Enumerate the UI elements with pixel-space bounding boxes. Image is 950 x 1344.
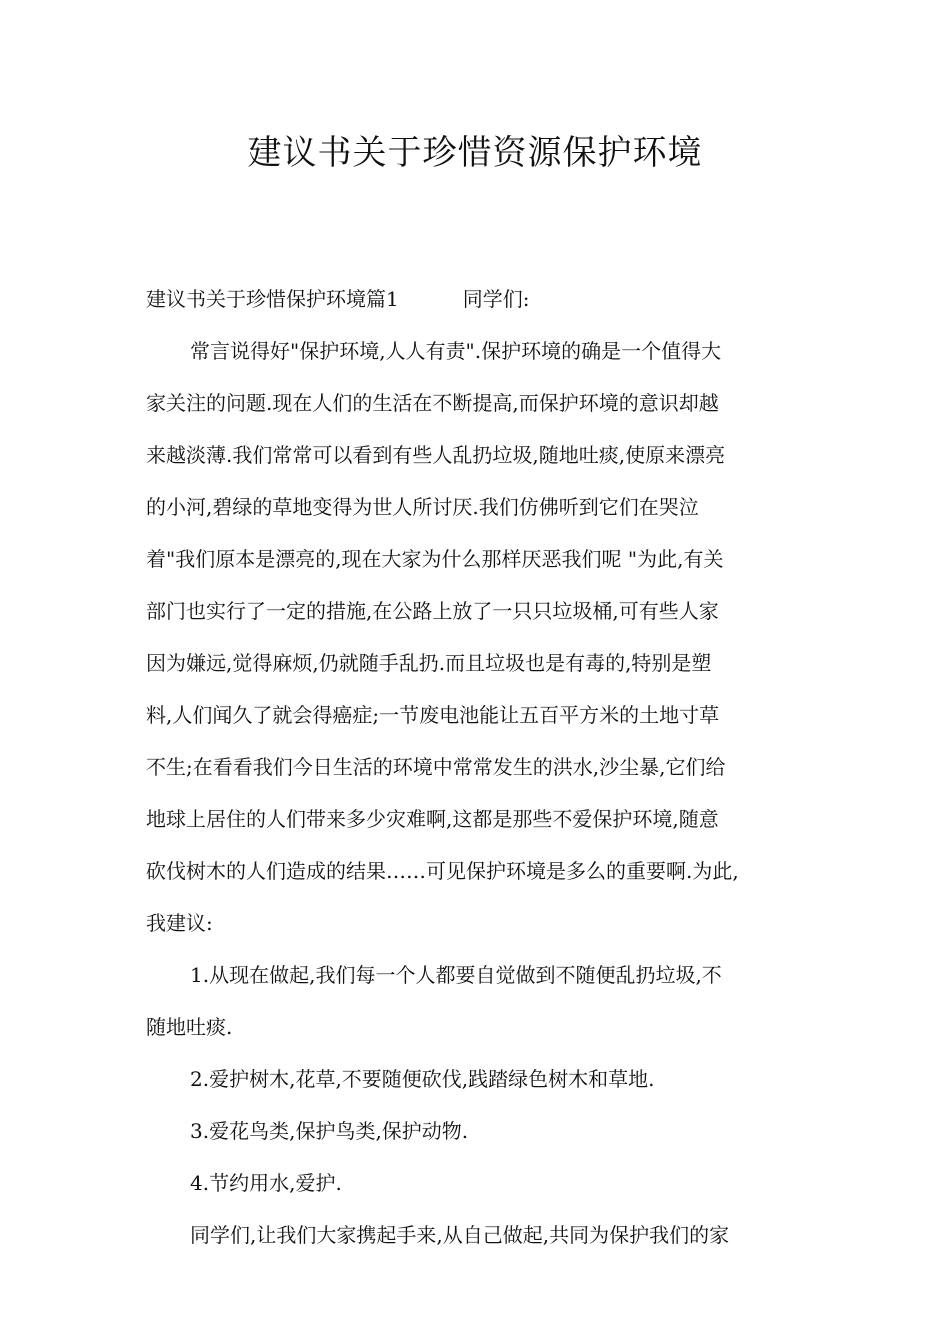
text-line: 料,人们闻久了就会得癌症;一节废电池能让五百平方米的土地寸草	[146, 703, 720, 727]
text-line: 家关注的问题.现在人们的生活在不断提高,而保护环境的意识却越	[146, 391, 719, 415]
text-line: 不生;在看看我们今日生活的环境中常常发生的洪水,沙尘暴,它们给	[146, 755, 726, 779]
salutation: 同学们:	[462, 287, 530, 311]
document-title: 建议书关于珍惜资源保护环境	[247, 133, 703, 173]
text-line: 同学们,让我们大家携起手来,从自己做起,共同为保护我们的家	[190, 1223, 730, 1247]
text-line: 因为嫌远,觉得麻烦,仍就随手乱扔.而且垃圾也是有毒的,特别是塑	[146, 651, 712, 675]
section-heading: 建议书关于珍惜保护环境篇1	[146, 287, 399, 311]
text-line: 部门也实行了一定的措施,在公路上放了一只只垃圾桶,可有些人家	[146, 599, 719, 623]
text-line: 着"我们原本是漂亮的,现在大家为什么那样厌恶我们呢 "为此,有关	[146, 547, 724, 571]
list-item-1: 1.从现在做起,我们每一个人都要自觉做到不随便乱扔垃圾,不	[190, 963, 722, 987]
text-line: 常言说得好"保护环境,人人有责".保护环境的确是一个值得大	[190, 339, 722, 363]
text-line: 我建议:	[146, 911, 213, 935]
text-line: 随地吐痰.	[146, 1015, 233, 1039]
text-line-heading	[146, 282, 814, 334]
text-line: 地球上居住的人们带来多少灾难啊,这都是那些不爱保护环境,随意	[146, 807, 719, 831]
list-item-2: 2.爱护树木,花草,不要随便砍伐,践踏绿色树木和草地.	[190, 1067, 655, 1091]
list-item-3: 3.爱花鸟类,保护鸟类,保护动物.	[190, 1119, 469, 1143]
text-line: 来越淡薄.我们常常可以看到有些人乱扔垃圾,随地吐痰,使原来漂亮	[146, 443, 726, 467]
text-line: 砍伐树木的人们造成的结果……可见保护环境是多么的重要啊.为此,	[146, 859, 739, 883]
list-item-4: 4.节约用水,爱护.	[190, 1171, 342, 1195]
text-line: 的小河,碧绿的草地变得为世人所讨厌.我们仿佛听到它们在哭泣	[146, 495, 699, 519]
document-body	[146, 282, 814, 1270]
